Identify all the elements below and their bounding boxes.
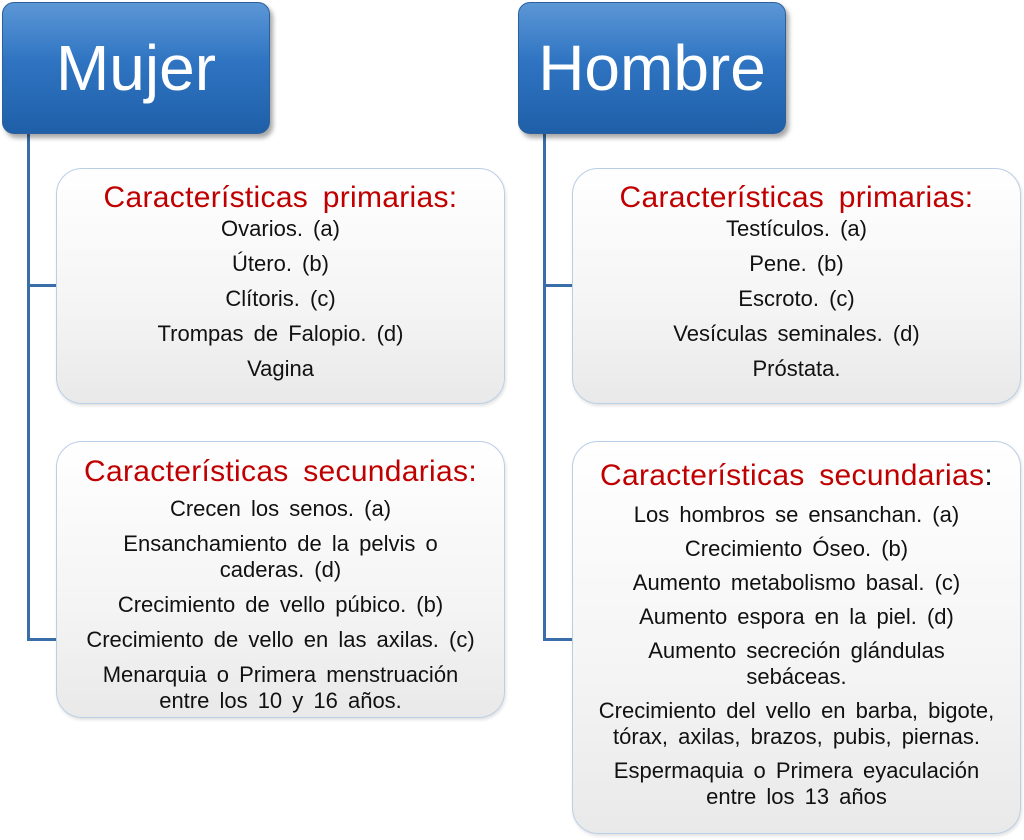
hombre-secundarias-item: Aumento espora en la piel. (d) (639, 604, 954, 629)
hombre-secundarias-item: Aumento secreción glándulas sebáceas. (648, 638, 945, 689)
hombre-secundarias-item: Los hombros se ensanchan. (a) (633, 502, 960, 527)
mujer-primarias-item: Clítoris. (c) (225, 286, 336, 311)
hombre-secundarias-item: Espermaquia o Primera eyaculación entre los 13 años (613, 758, 980, 809)
hombre-secundarias-item: Crecimiento Óseo. (b) (684, 536, 909, 561)
hombre-secundarias-item: Aumento metabolismo basal. (c) (632, 570, 961, 595)
mujer-secundarias-box (56, 441, 505, 718)
mujer-secundarias-title: Características secundarias: (84, 455, 477, 488)
hombre-primarias-title: Características primarias: (619, 181, 974, 214)
mujer-header: Mujer (2, 2, 270, 134)
hombre-primarias-box (572, 168, 1021, 404)
mujer-primarias-item: Ovarios. (a) (221, 216, 340, 241)
mujer-primarias-item: Útero. (b) (232, 251, 329, 276)
mujer-connector-vertical (27, 132, 30, 641)
mujer-secundarias-item: Crecen los senos. (a) (169, 496, 392, 521)
hombre-primarias-item: Testículos. (a) (726, 216, 867, 241)
mujer-secundarias-item: Crecimiento de vello en las axilas. (c) (86, 627, 475, 652)
mujer-primarias-item: Trompas de Falopio. (d) (157, 321, 404, 346)
mujer-primarias-box (56, 168, 505, 404)
mujer-connector-to-primarias (27, 284, 57, 287)
hombre-secundarias-box (572, 441, 1021, 834)
mujer-primarias-item: Vagina (247, 356, 314, 381)
hombre-primarias-item: Escroto. (c) (738, 286, 855, 311)
hombre-primarias-item: Vesículas seminales. (d) (673, 321, 920, 346)
hombre-secundarias-title: Características secundarias: (600, 459, 993, 492)
hombre-connector-to-primarias (543, 284, 573, 287)
hombre-header: Hombre (518, 2, 786, 134)
mujer-connector-to-secundarias (27, 638, 57, 641)
hombre-primarias-item: Próstata. (752, 356, 841, 381)
mujer-secundarias-item: Crecimiento de vello púbico. (b) (117, 592, 444, 617)
hombre-connector-vertical (543, 132, 546, 641)
mujer-secundarias-item: Ensanchamiento de la pelvis o caderas. (d) (123, 531, 438, 582)
hombre-primarias-item: Pene. (b) (749, 251, 844, 276)
hombre-secundarias-item: Crecimiento del vello en barba, bigote, tórax, axilas, brazos, pubis, piernas. (598, 698, 995, 749)
mujer-secundarias-item: Menarquia o Primera menstruación entre los 10 y 16 años. (102, 662, 459, 713)
hombre-connector-to-secundarias (543, 638, 573, 641)
mujer-primarias-title: Características primarias: (103, 181, 458, 214)
